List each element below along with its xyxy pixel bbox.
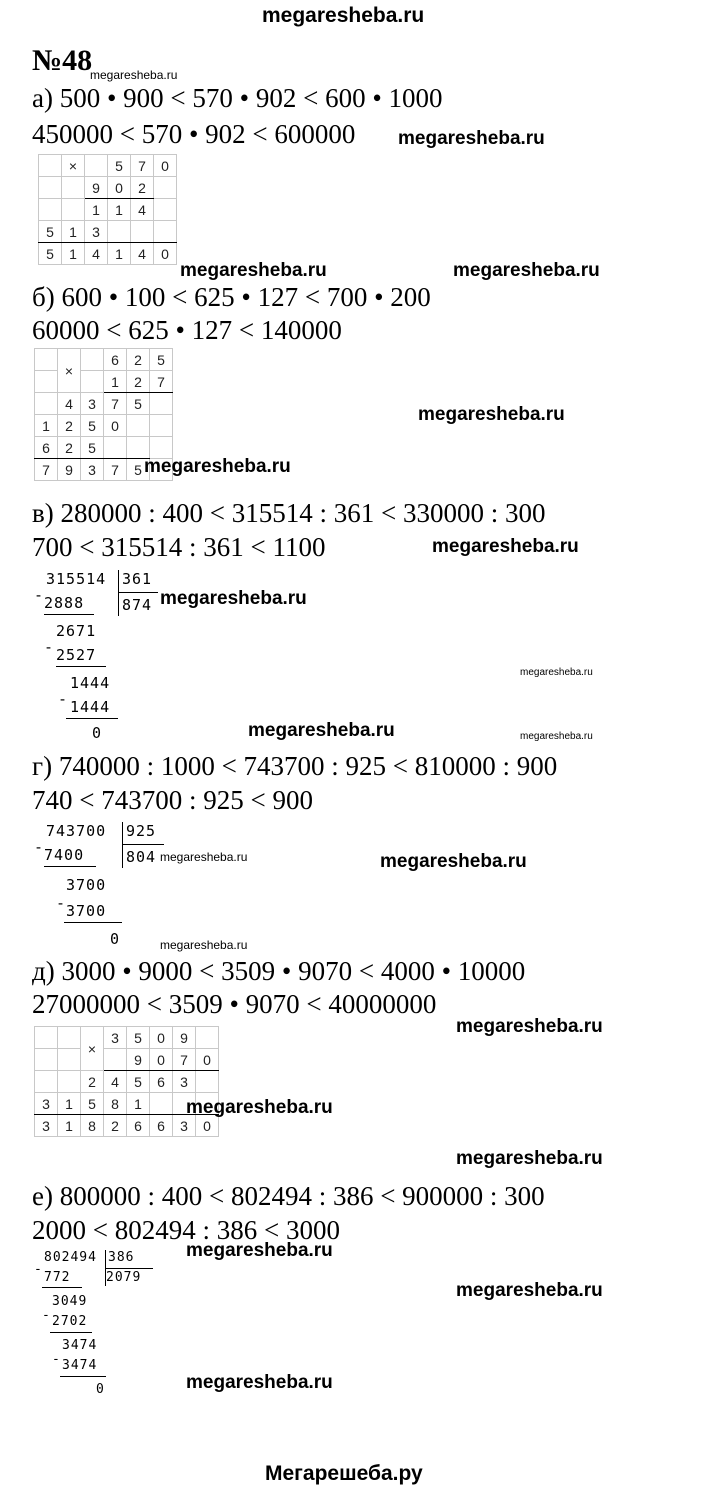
times-sign: × (62, 155, 85, 177)
watermark: megaresheba.ru (418, 404, 565, 425)
watermark: megaresheba.ru (432, 536, 579, 557)
line-d2: 27000000 < 3509 • 9070 < 40000000 (32, 989, 437, 1019)
watermark: megaresheba.ru (186, 1240, 333, 1261)
watermark: megaresheba.ru (520, 731, 593, 742)
times-sign: × (58, 349, 81, 393)
watermark: megaresheba.ru (456, 1016, 603, 1037)
mult-grid-d: × 3 5 0 9 9 0 7 0 2 4 5 6 3 3 1 5 8 1 3 1 8 2 6 6 3 0 (34, 1026, 219, 1137)
line-v2: 700 < 315514 : 361 < 1100 (32, 532, 326, 562)
line-g2: 740 < 743700 : 925 < 900 (32, 785, 313, 815)
watermark: megaresheba.ru (453, 260, 600, 281)
watermark: megaresheba.ru (456, 1148, 603, 1169)
mult-grid-a: × 5 7 0 9 0 2 1 1 4 5 1 3 5 1 4 1 4 0 (38, 154, 177, 265)
watermark: megaresheba.ru (456, 1280, 603, 1301)
watermark: megaresheba.ru (380, 851, 527, 872)
line-b2: 60000 < 625 • 127 < 140000 (32, 315, 342, 345)
line-a2: 450000 < 570 • 902 < 600000 (32, 119, 356, 149)
watermark: megaresheba.ru (160, 938, 248, 952)
division-v: 315514 361 874 - 2888 2671 - 2527 1444 - 1444 0 (34, 570, 164, 750)
mult-grid-b: × 6 2 5 1 2 7 4 3 7 5 1 2 5 0 6 2 5 7 9 3 7 5 (34, 348, 173, 481)
watermark: megaresheba.ru (144, 456, 291, 477)
line-g1: г) 740000 : 1000 < 743700 : 925 < 810000 : 900 (32, 751, 558, 781)
line-e1: е) 800000 : 400 < 802494 : 386 < 900000 : 300 (32, 1181, 545, 1211)
division-g: 743700 925 804 - 7400 3700 - 3700 0 (34, 822, 174, 952)
watermark: megaresheba.ru (186, 1097, 333, 1118)
watermark: megaresheba.ru (160, 850, 248, 864)
line-v1: в) 280000 : 400 < 315514 : 361 < 330000 : 300 (32, 498, 546, 528)
line-b1: б) 600 • 100 < 625 • 127 < 700 • 200 (32, 282, 431, 312)
times-sign: × (81, 1027, 104, 1071)
watermark: megaresheba.ru (90, 68, 178, 82)
footer-site[interactable]: Мегарешеба.ру (265, 1462, 423, 1485)
watermark: megaresheba.ru (520, 667, 593, 678)
watermark: megaresheba.ru (186, 1372, 333, 1393)
watermark: megaresheba.ru (398, 128, 545, 149)
watermark: megaresheba.ru (248, 720, 395, 741)
line-e2: 2000 < 802494 : 386 < 3000 (32, 1215, 340, 1245)
division-e: 802494 386 2079 - 772 3049 - 2702 3474 - 3474 0 (34, 1250, 164, 1400)
line-a1: а) 500 • 900 < 570 • 902 < 600 • 1000 (32, 83, 443, 113)
watermark: megaresheba.ru (180, 260, 327, 281)
watermark: megaresheba.ru (160, 588, 307, 609)
header-site[interactable]: megaresheba.ru (262, 4, 425, 27)
line-d1: д) 3000 • 9000 < 3509 • 9070 < 4000 • 10000 (32, 956, 526, 986)
problem-number: №48 (32, 44, 93, 77)
